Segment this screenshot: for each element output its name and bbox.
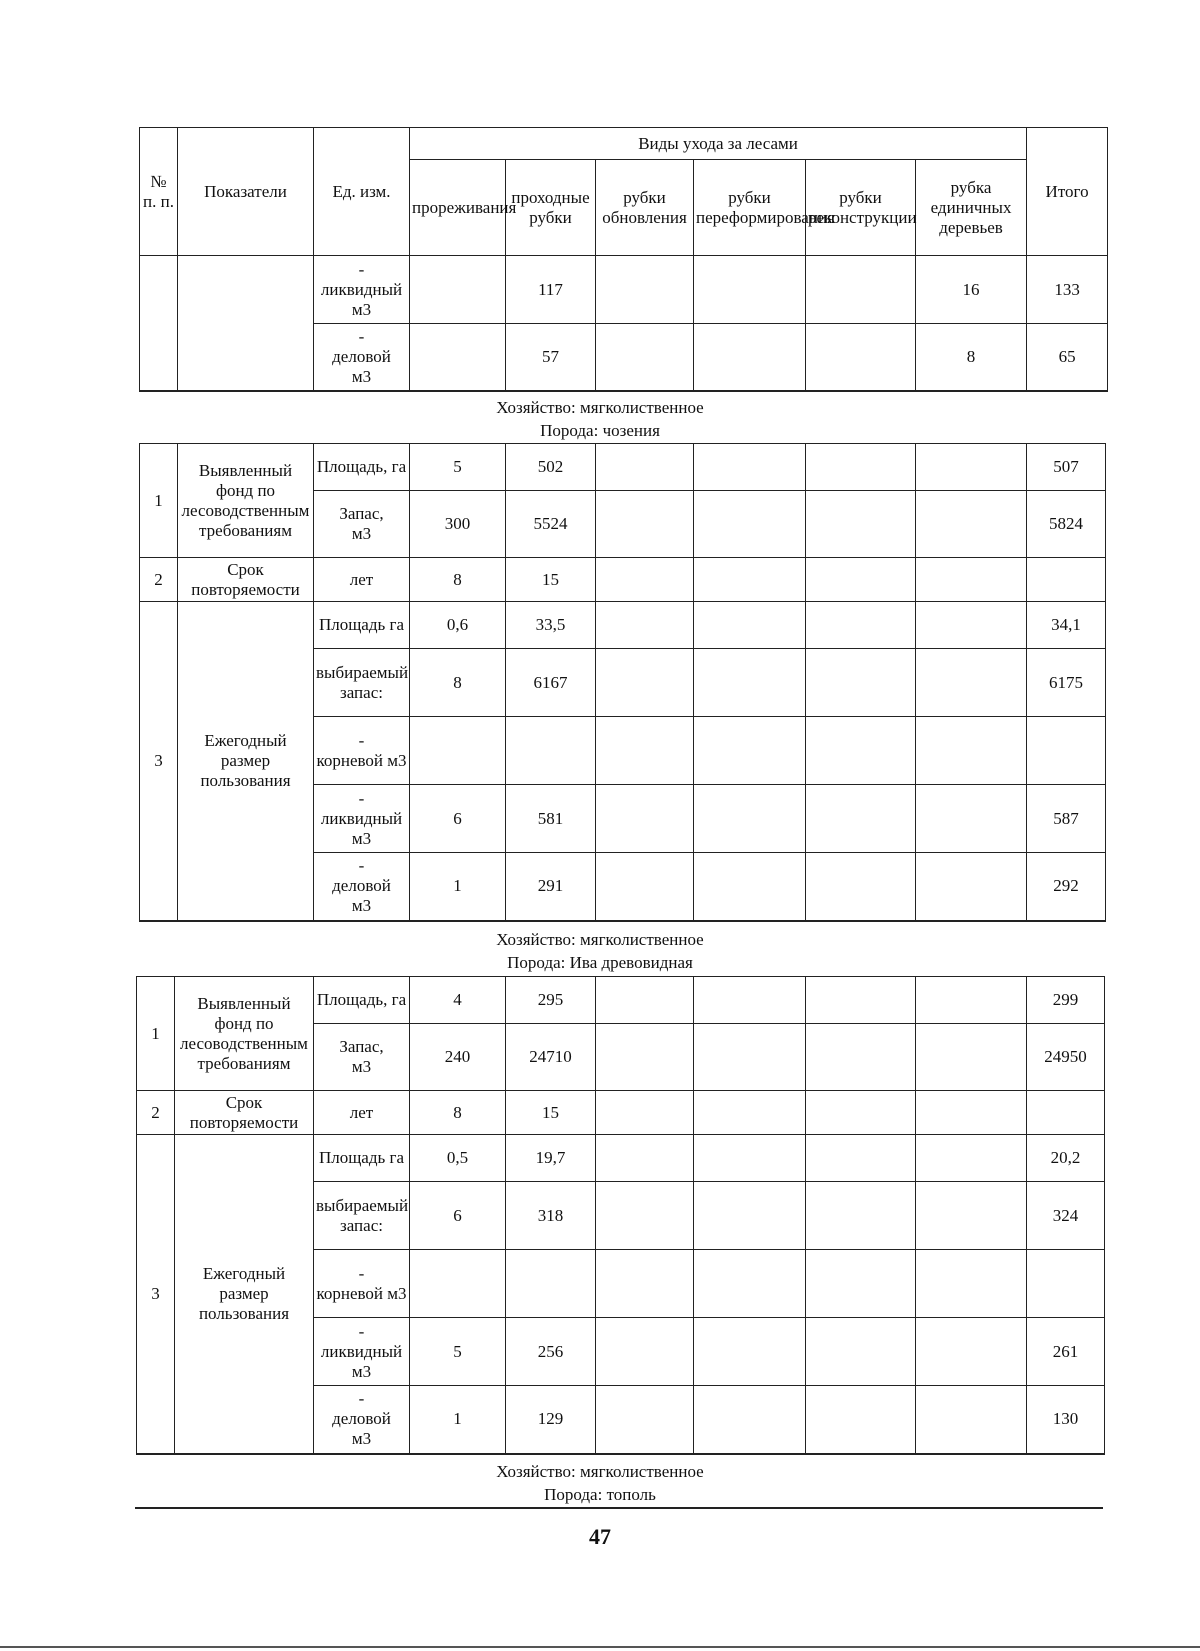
value-cell <box>694 324 806 391</box>
value-cell <box>694 558 806 602</box>
value-cell <box>694 1250 806 1318</box>
value-cell <box>596 324 694 391</box>
farm-caption: Хозяйство: мягколиственное <box>496 1462 704 1481</box>
value-cell <box>596 491 694 558</box>
header-type-reconstruction: рубки реконструкции <box>806 160 916 256</box>
total-cell: 5824 <box>1027 491 1106 558</box>
total-cell: 34,1 <box>1027 602 1106 649</box>
header-unit: Ед. изм. <box>314 128 410 256</box>
value-cell: 24710 <box>506 1024 596 1091</box>
total-cell: 65 <box>1027 324 1108 391</box>
value-cell <box>916 1250 1027 1318</box>
header-type-renewal: рубки обновления <box>596 160 694 256</box>
value-cell: 581 <box>506 785 596 853</box>
value-cell: 300 <box>410 491 506 558</box>
value-cell <box>506 717 596 785</box>
table-row <box>140 558 1106 602</box>
value-cell <box>806 649 916 717</box>
unit-cell: лет <box>314 1091 410 1135</box>
value-cell <box>916 558 1027 602</box>
indicator-label: Ежегодный размер пользования <box>175 1135 314 1454</box>
value-cell <box>806 717 916 785</box>
unit-cell: лет <box>314 558 410 602</box>
divider <box>0 1646 1200 1648</box>
value-cell <box>596 256 694 324</box>
total-cell: 6175 <box>1027 649 1106 717</box>
value-cell <box>806 1091 916 1135</box>
unit-cell: - корневой м3 <box>314 717 410 785</box>
value-cell <box>596 602 694 649</box>
value-cell <box>596 853 694 921</box>
unit-cell: - ликвидный м3 <box>314 1318 410 1386</box>
unit-cell: Площадь, га <box>314 977 410 1024</box>
total-cell: 299 <box>1027 977 1105 1024</box>
table-row <box>140 602 1106 649</box>
unit-cell: Площадь га <box>314 602 410 649</box>
row-number: 2 <box>137 1091 175 1135</box>
table-row <box>137 1091 1105 1135</box>
value-cell: 6 <box>410 1182 506 1250</box>
total-cell: 507 <box>1027 444 1106 491</box>
value-cell <box>806 444 916 491</box>
value-cell <box>694 977 806 1024</box>
row-number: 3 <box>137 1135 175 1454</box>
value-cell: 117 <box>506 256 596 324</box>
unit-cell: - деловой м3 <box>314 1386 410 1454</box>
value-cell <box>596 444 694 491</box>
value-cell: 1 <box>410 1386 506 1454</box>
value-cell: 8 <box>410 649 506 717</box>
value-cell: 6167 <box>506 649 596 717</box>
value-cell <box>596 785 694 853</box>
value-cell <box>916 649 1027 717</box>
row-number: 1 <box>140 444 178 558</box>
unit-cell: Запас, м3 <box>314 491 410 558</box>
value-cell: 0,6 <box>410 602 506 649</box>
farm-caption: Хозяйство: мягколиственное <box>496 930 704 949</box>
breed-caption: Порода: Ива древовидная <box>507 953 693 972</box>
value-cell <box>806 853 916 921</box>
header-total: Итого <box>1027 128 1108 256</box>
value-cell: 57 <box>506 324 596 391</box>
iva-table <box>136 976 1105 1455</box>
value-cell <box>806 602 916 649</box>
indicator-label: Выявленный фонд по лесоводственным требованиям <box>175 977 314 1091</box>
unit-cell: Площадь га <box>314 1135 410 1182</box>
value-cell <box>806 785 916 853</box>
value-cell: 19,7 <box>506 1135 596 1182</box>
value-cell: 291 <box>506 853 596 921</box>
value-cell: 5 <box>410 1318 506 1386</box>
breed-caption: Порода: чозения <box>540 421 660 440</box>
value-cell <box>806 1250 916 1318</box>
page-number: 47 <box>589 1524 611 1549</box>
value-cell: 15 <box>506 558 596 602</box>
value-cell <box>410 1250 506 1318</box>
chozenia-table <box>139 443 1106 922</box>
value-cell <box>596 1091 694 1135</box>
value-cell <box>916 1024 1027 1091</box>
total-cell: 587 <box>1027 785 1106 853</box>
value-cell <box>806 1135 916 1182</box>
value-cell <box>694 602 806 649</box>
value-cell <box>596 1318 694 1386</box>
total-cell: 24950 <box>1027 1024 1105 1091</box>
value-cell: 8 <box>410 1091 506 1135</box>
value-cell <box>694 649 806 717</box>
value-cell <box>806 256 916 324</box>
indicator-label: Ежегодный размер пользования <box>178 602 314 921</box>
value-cell <box>916 1386 1027 1454</box>
row-number: 1 <box>137 977 175 1091</box>
table-row <box>140 444 1106 491</box>
unit-cell: Запас, м3 <box>314 1024 410 1091</box>
value-cell: 318 <box>506 1182 596 1250</box>
unit-cell: выбираемый запас: <box>314 1182 410 1250</box>
value-cell <box>410 256 506 324</box>
value-cell: 0,5 <box>410 1135 506 1182</box>
value-cell: 502 <box>506 444 596 491</box>
value-cell <box>596 1250 694 1318</box>
value-cell <box>916 1318 1027 1386</box>
value-cell <box>596 649 694 717</box>
value-cell <box>596 1135 694 1182</box>
value-cell <box>806 977 916 1024</box>
row-number: 2 <box>140 558 178 602</box>
value-cell <box>916 977 1027 1024</box>
value-cell <box>694 444 806 491</box>
value-cell <box>694 491 806 558</box>
table-row <box>140 256 1108 324</box>
unit-cell: - деловой м3 <box>314 853 410 921</box>
unit-cell: Площадь, га <box>314 444 410 491</box>
value-cell <box>806 1024 916 1091</box>
value-cell: 6 <box>410 785 506 853</box>
header-table <box>139 127 1108 392</box>
value-cell <box>916 717 1027 785</box>
header-type-single-trees: рубка единичных деревьев <box>916 160 1027 256</box>
value-cell <box>596 1024 694 1091</box>
value-cell <box>806 491 916 558</box>
total-cell: 20,2 <box>1027 1135 1105 1182</box>
row-number: 3 <box>140 602 178 921</box>
value-cell <box>916 444 1027 491</box>
total-cell: 261 <box>1027 1318 1105 1386</box>
value-cell <box>694 785 806 853</box>
value-cell: 4 <box>410 977 506 1024</box>
value-cell: 8 <box>410 558 506 602</box>
value-cell <box>916 785 1027 853</box>
total-cell <box>1027 558 1106 602</box>
header-type-thinning: прореживания <box>410 160 506 256</box>
value-cell: 5 <box>410 444 506 491</box>
indicator-label: Срок повторяемости <box>175 1091 314 1135</box>
value-cell <box>694 1386 806 1454</box>
value-cell <box>916 1135 1027 1182</box>
value-cell <box>694 1318 806 1386</box>
value-cell <box>694 1024 806 1091</box>
indicator-label: Срок повторяемости <box>178 558 314 602</box>
header-type-reformation: рубки переформирования <box>694 160 806 256</box>
value-cell <box>694 256 806 324</box>
value-cell <box>916 602 1027 649</box>
table-row <box>137 977 1105 1024</box>
unit-cell: - деловой м3 <box>314 324 410 391</box>
total-cell: 292 <box>1027 853 1106 921</box>
value-cell <box>806 558 916 602</box>
value-cell <box>916 491 1027 558</box>
value-cell: 15 <box>506 1091 596 1135</box>
total-cell <box>1027 1091 1105 1135</box>
header-care-types: Виды ухода за лесами <box>410 128 1027 160</box>
cell <box>178 256 314 391</box>
value-cell <box>806 1318 916 1386</box>
total-cell <box>1027 1250 1105 1318</box>
value-cell: 129 <box>506 1386 596 1454</box>
value-cell <box>694 1091 806 1135</box>
value-cell: 240 <box>410 1024 506 1091</box>
table-row <box>137 1135 1105 1182</box>
value-cell <box>596 558 694 602</box>
value-cell <box>596 717 694 785</box>
value-cell <box>806 1182 916 1250</box>
farm-caption: Хозяйство: мягколиственное <box>496 398 704 417</box>
value-cell <box>596 977 694 1024</box>
unit-cell: - ликвидный м3 <box>314 256 410 324</box>
unit-cell: - ликвидный м3 <box>314 785 410 853</box>
value-cell: 295 <box>506 977 596 1024</box>
value-cell <box>916 1182 1027 1250</box>
header-indicators: Показатели <box>178 128 314 256</box>
value-cell: 256 <box>506 1318 596 1386</box>
value-cell <box>694 853 806 921</box>
value-cell: 33,5 <box>506 602 596 649</box>
value-cell: 5524 <box>506 491 596 558</box>
value-cell <box>694 1135 806 1182</box>
value-cell <box>916 1091 1027 1135</box>
indicator-label: Выявленный фонд по лесоводственным требованиям <box>178 444 314 558</box>
value-cell: 1 <box>410 853 506 921</box>
total-cell: 133 <box>1027 256 1108 324</box>
value-cell <box>410 717 506 785</box>
divider <box>135 1507 1103 1509</box>
value-cell: 8 <box>916 324 1027 391</box>
value-cell <box>694 717 806 785</box>
breed-caption: Порода: тополь <box>544 1485 656 1504</box>
value-cell <box>410 324 506 391</box>
value-cell <box>806 324 916 391</box>
value-cell <box>806 1386 916 1454</box>
total-cell: 130 <box>1027 1386 1105 1454</box>
cell <box>140 256 178 391</box>
unit-cell: выбираемый запас: <box>314 649 410 717</box>
value-cell <box>596 1182 694 1250</box>
value-cell <box>596 1386 694 1454</box>
value-cell <box>694 1182 806 1250</box>
header-num: № п. п. <box>140 128 178 256</box>
total-cell <box>1027 717 1106 785</box>
value-cell <box>506 1250 596 1318</box>
unit-cell: - корневой м3 <box>314 1250 410 1318</box>
total-cell: 324 <box>1027 1182 1105 1250</box>
value-cell <box>916 853 1027 921</box>
value-cell: 16 <box>916 256 1027 324</box>
header-type-passage: проходные рубки <box>506 160 596 256</box>
